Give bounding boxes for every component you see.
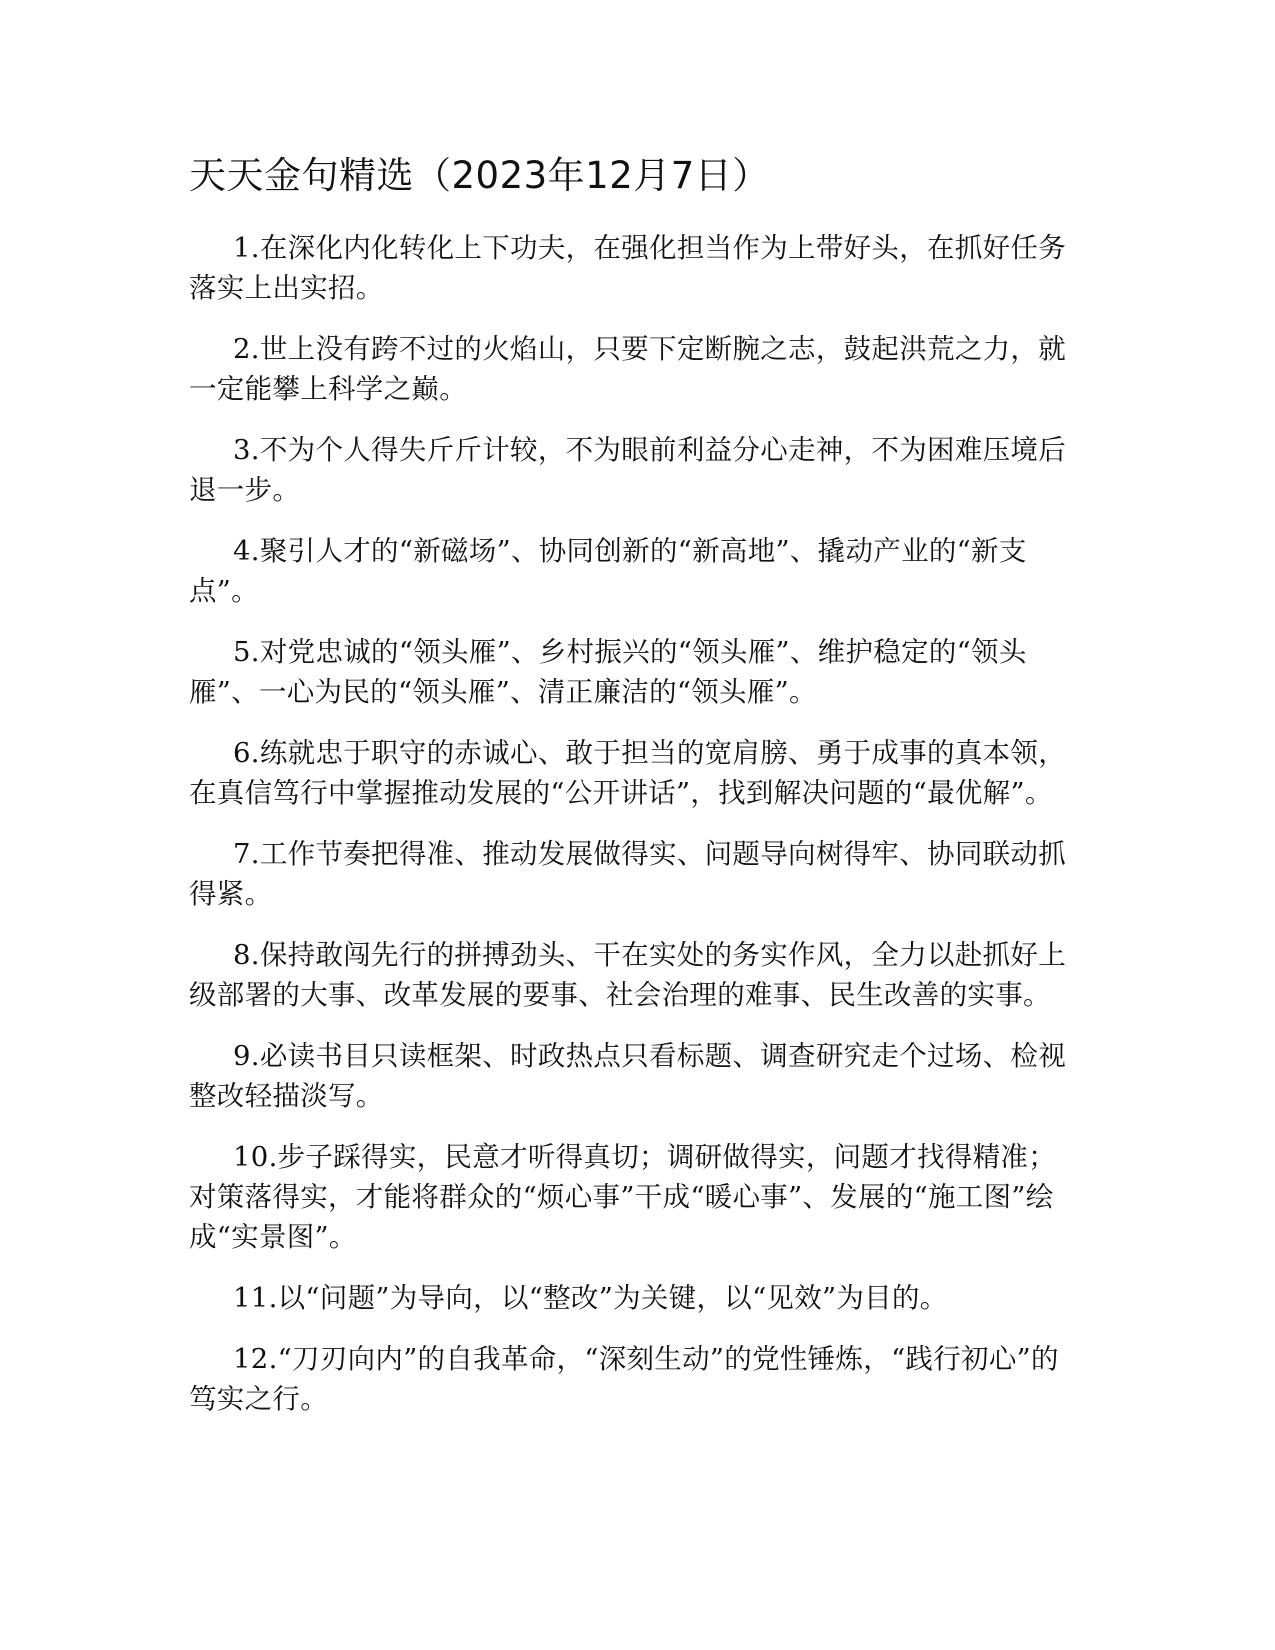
page-title: 天天金句精选（2023年12月7日） bbox=[189, 154, 770, 197]
quote-item-7: 7.工作节奏把得准、推动发展做得实、问题导向树得牢、协同联动抓得紧。 bbox=[189, 838, 1067, 910]
quote-item-3: 3.不为个人得失斤斤计较，不为眼前利益分心走神，不为困难压境后退一步。 bbox=[189, 434, 1067, 506]
quote-item-11: 11.以“问题”为导向，以“整改”为关键，以“见效”为目的。 bbox=[233, 1282, 948, 1314]
quote-item-1: 1.在深化内化转化上下功夫，在强化担当作为上带好头，在抓好任务落实上出实招。 bbox=[189, 232, 1067, 304]
quote-item-4: 4.聚引人才的“新磁场”、协同创新的“新高地”、撬动产业的“新支点”。 bbox=[189, 535, 1027, 607]
quote-item-5: 5.对党忠诚的“领头雁”、乡村振兴的“领头雁”、维护稳定的“领头雁”、一心为民的“领头雁”、清正廉洁的“领头雁”。 bbox=[189, 636, 1027, 708]
quote-item-6: 6.练就忠于职守的赤诚心、敢于担当的宽肩膀、勇于成事的真本领，在真信笃行中掌握推动发展的“公开讲话”，找到解决问题的“最优解”。 bbox=[189, 737, 1067, 809]
quote-item-2: 2.世上没有跨不过的火焰山，只要下定断腕之志，鼓起洪荒之力，就一定能攀上科学之巅。 bbox=[189, 333, 1067, 405]
quote-item-9: 9.必读书目只读框架、时政热点只看标题、调查研究走个过场、检视整改轻描淡写。 bbox=[189, 1040, 1067, 1112]
quote-item-12: 12.“刀刃向内”的自我革命，“深刻生动”的党性锤炼，“践行初心”的笃实之行。 bbox=[189, 1343, 1059, 1415]
quote-item-10: 10.步子踩得实，民意才听得真切；调研做得实，问题才找得精准；对策落得实，才能将群众的“烦心事”干成“暖心事”、发展的“施工图”绘成“实景图”。 bbox=[189, 1141, 1057, 1253]
quote-item-8: 8.保持敢闯先行的拼搏劲头、干在实处的务实作风，全力以赴抓好上级部署的大事、改革发展的要事、社会治理的难事、民生改善的实事。 bbox=[189, 939, 1067, 1011]
quote-list bbox=[189, 228, 1071, 1440]
